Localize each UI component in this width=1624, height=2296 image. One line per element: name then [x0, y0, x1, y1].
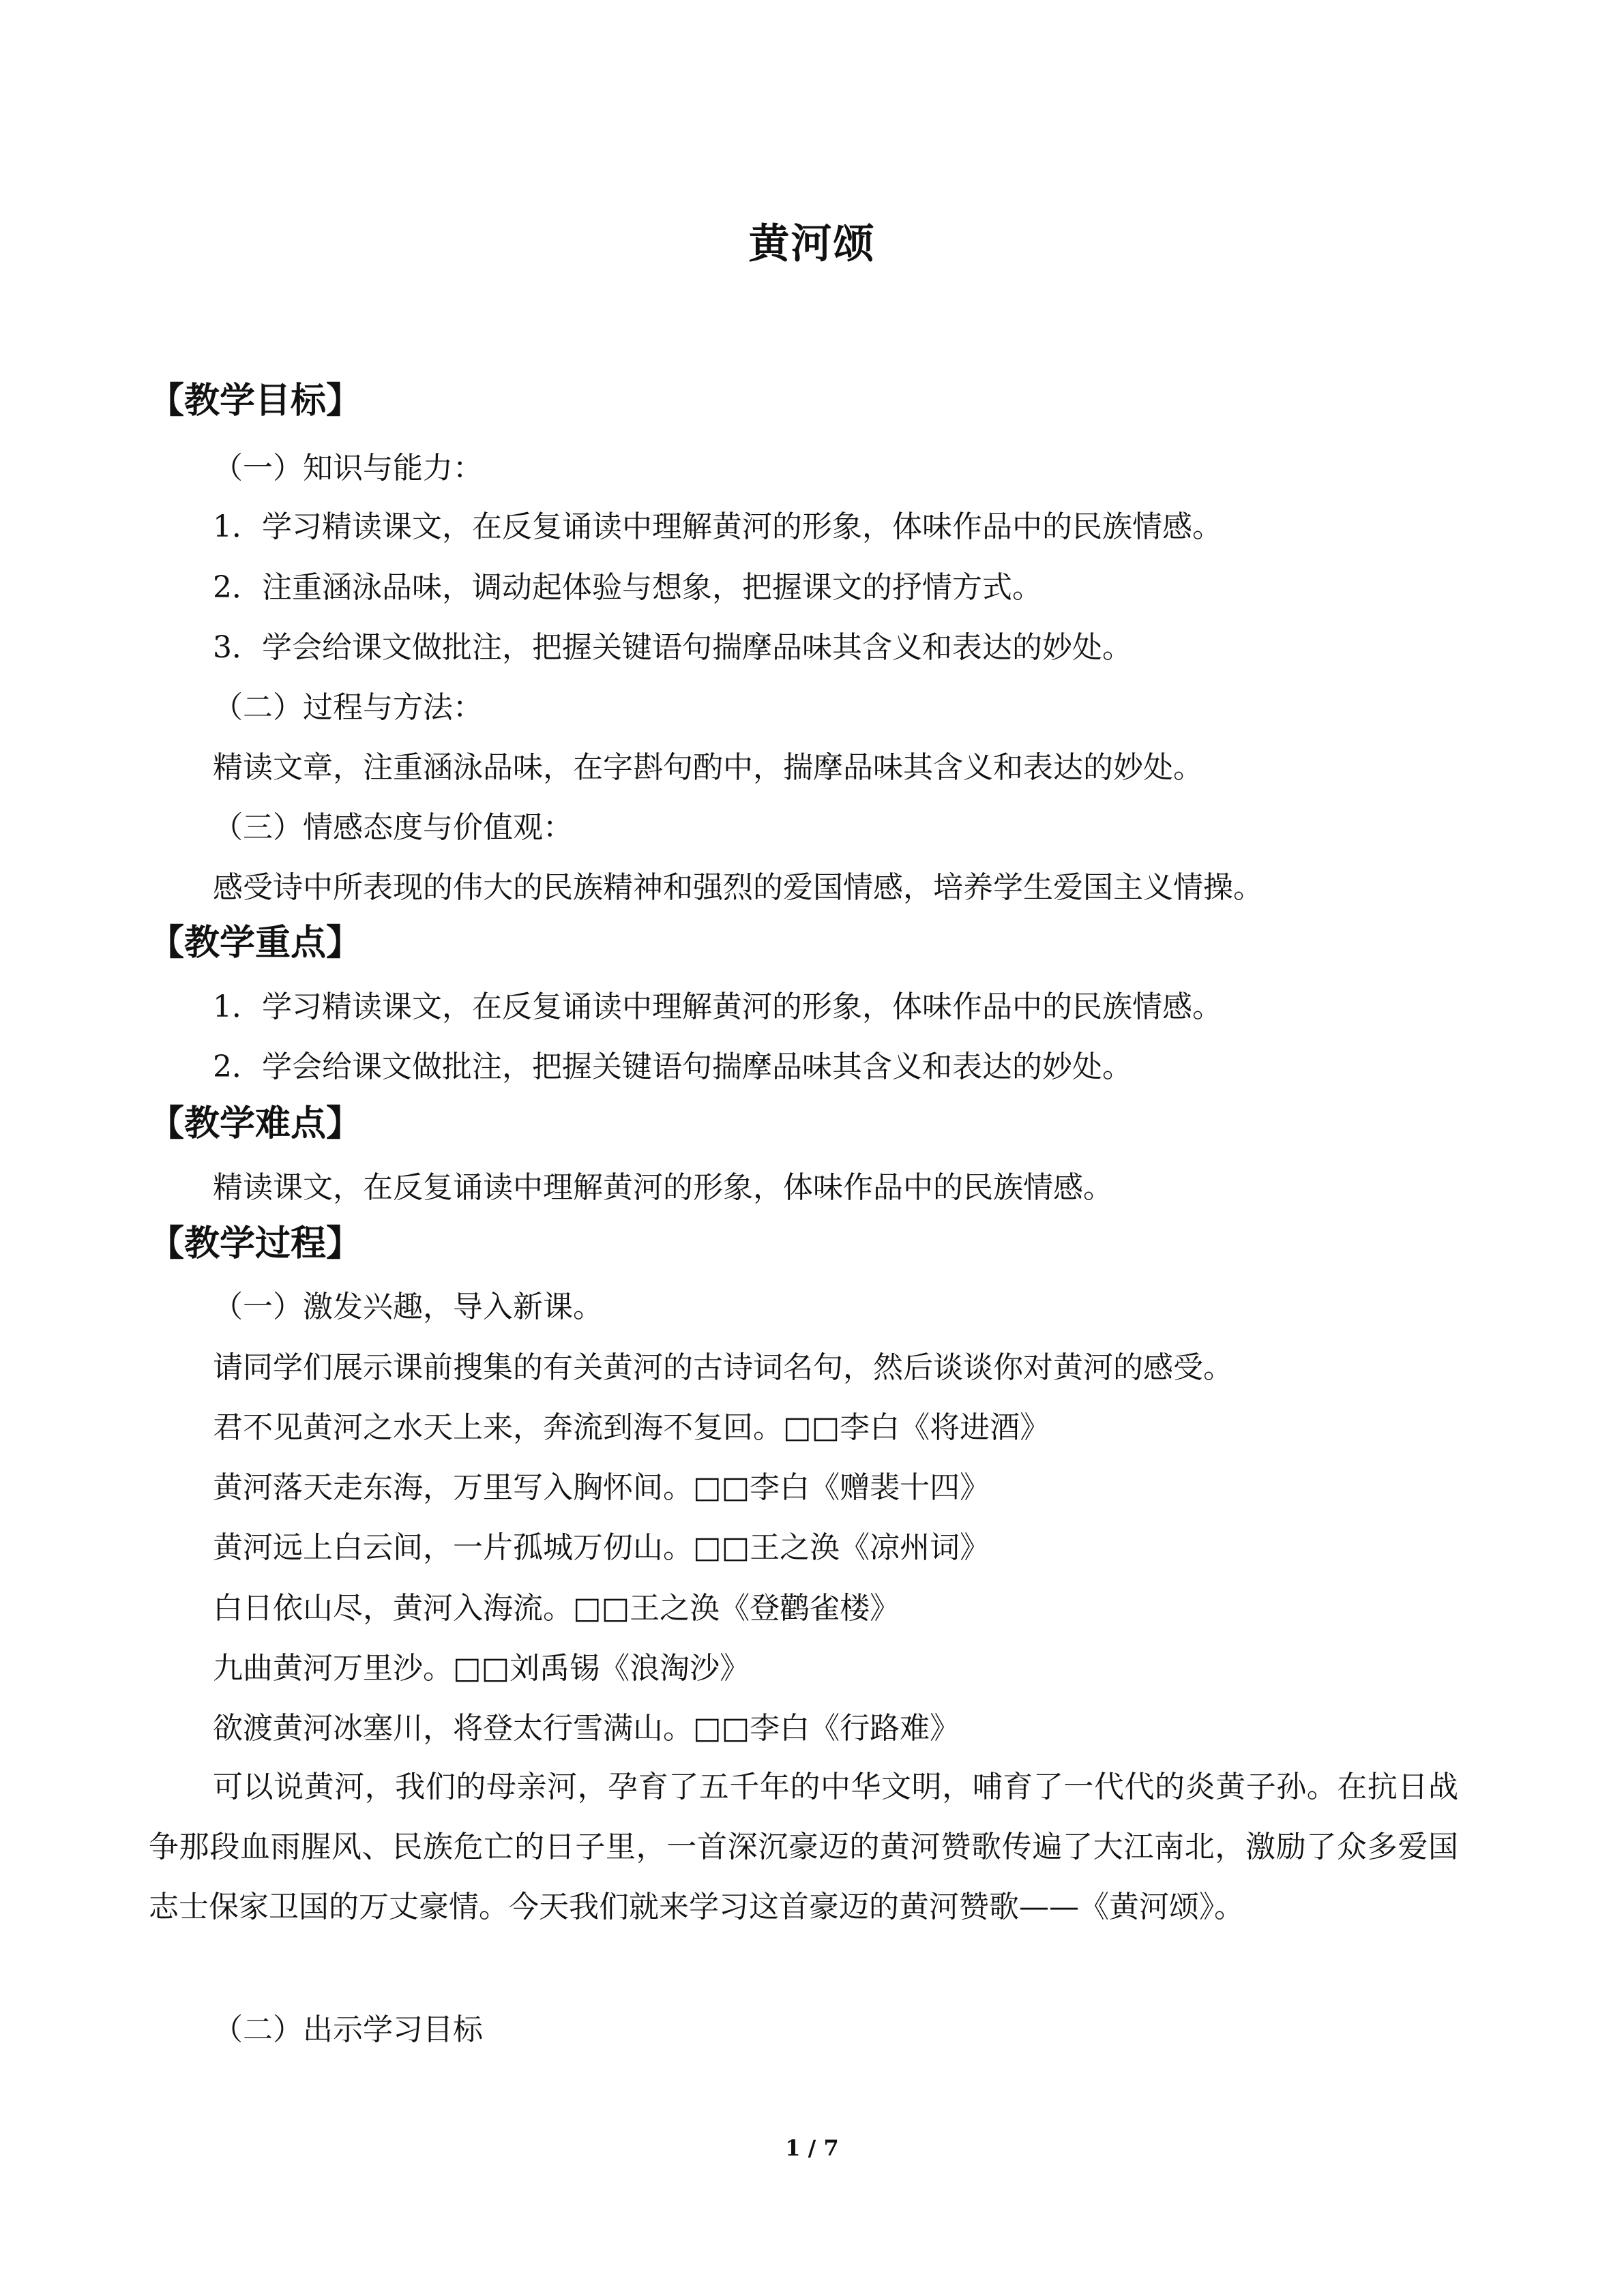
key-point-1: 1．学习精读课文，在反复诵读中理解黄河的形象，体味作品中的民族情感。 — [213, 989, 1222, 1024]
process-method-text: 精读文章，注重涵泳品味，在字斟句酌中，揣摩品味其含义和表达的妙处。 — [213, 750, 1203, 785]
subheading-process-method: （二）过程与方法： — [213, 690, 483, 725]
key-point-2: 2．学会给课文做批注，把握关键语句揣摩品味其含义和表达的妙处。 — [213, 1049, 1132, 1084]
document-title: 黄河颂 — [748, 220, 876, 268]
page-number: 1 / 7 — [785, 2135, 839, 2161]
intro-paragraph: 可以说黄河，我们的母亲河，孕育了五千年的中华文明，哺育了一代代的炎黄子孙。在抗日战争那段血雨腥风、民族危亡的日子里，一首深沉豪迈的黄河赞歌传遍了大江南北，激励了众多爱国志士保家卫国的万丈豪情。今天我们就来学习这首豪迈的黄河赞歌——《黄河颂》。 — [149, 1770, 1458, 1924]
subheading-values: （三）情感态度与价值观： — [213, 810, 573, 845]
heading-key-points: 【教学重点】 — [149, 923, 362, 964]
heading-difficulties: 【教学难点】 — [149, 1103, 362, 1144]
poem-line: 白日依山尽，黄河入海流。□□王之涣《登鹳雀楼》 — [213, 1591, 900, 1626]
poem-line: 黄河远上白云间，一片孤城万仞山。□□王之涣《凉州词》 — [213, 1530, 990, 1565]
poem-line: 黄河落天走东海，万里写入胸怀间。□□李白《赠裴十四》 — [213, 1470, 990, 1505]
goal-item-1: 1．学习精读课文，在反复诵读中理解黄河的形象，体味作品中的民族情感。 — [213, 509, 1222, 544]
goal-item-2: 2．注重涵泳品味，调动起体验与想象，把握课文的抒情方式。 — [213, 570, 1042, 605]
process-intro: 请同学们展示课前搜集的有关黄河的古诗词名句，然后谈谈你对黄河的感受。 — [213, 1350, 1233, 1385]
heading-teaching-goals: 【教学目标】 — [149, 381, 362, 421]
subheading-stimulate-interest: （一）激发兴趣，导入新课。 — [213, 1289, 603, 1324]
subheading-knowledge: （一）知识与能力： — [213, 451, 483, 486]
difficulty-text: 精读课文，在反复诵读中理解黄河的形象，体味作品中的民族情感。 — [213, 1170, 1113, 1205]
poem-line: 九曲黄河万里沙。□□刘禹锡《浪淘沙》 — [213, 1651, 750, 1686]
heading-teaching-process: 【教学过程】 — [149, 1223, 362, 1264]
subheading-learning-goals: （二）出示学习目标 — [213, 2012, 483, 2047]
poem-line: 君不见黄河之水天上来，奔流到海不复回。□□李白《将进酒》 — [213, 1410, 1050, 1445]
goal-item-3: 3．学会给课文做批注，把握关键语句揣摩品味其含义和表达的妙处。 — [213, 630, 1132, 665]
values-text: 感受诗中所表现的伟大的民族精神和强烈的爱国情感，培养学生爱国主义情操。 — [213, 870, 1263, 905]
poem-line: 欲渡黄河冰塞川，将登太行雪满山。□□李白《行路难》 — [213, 1711, 960, 1746]
